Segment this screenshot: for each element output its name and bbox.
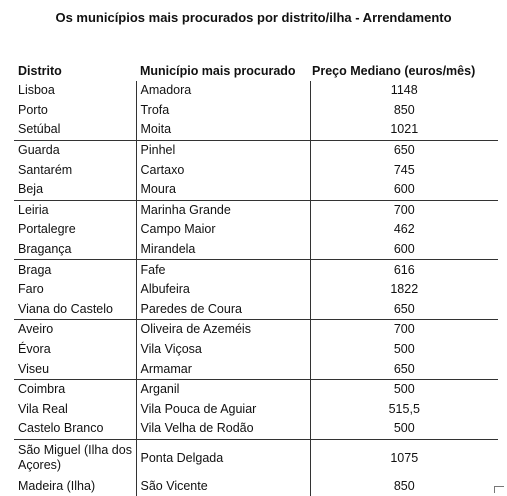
municipality-cell: Vila Viçosa xyxy=(136,340,310,360)
table-row xyxy=(14,477,498,496)
district-cell: Santarém xyxy=(14,160,136,180)
price-cell: 600 xyxy=(393,182,415,197)
district-cell: Castelo Branco xyxy=(14,419,136,439)
district-cell: Coimbra xyxy=(14,379,136,399)
municipality-cell: Pinhel xyxy=(136,140,310,160)
header-price: Preço Mediano (euros/mês) xyxy=(312,64,476,78)
resize-corner-icon xyxy=(494,486,504,493)
district-cell: Portalegre xyxy=(14,220,136,240)
table-row xyxy=(14,400,498,420)
district-cell: Bragança xyxy=(14,240,136,260)
price-cell: 650 xyxy=(310,140,498,160)
table-row xyxy=(14,320,498,340)
district-cell: Viana do Castelo xyxy=(14,300,136,320)
municipality-cell: Marinha Grande xyxy=(136,200,310,220)
district-cell: Madeira (Ilha) xyxy=(14,477,136,496)
table-row xyxy=(14,260,498,280)
table-row xyxy=(14,120,498,140)
price-cell: 850 xyxy=(393,102,415,117)
district-cell: Leiria xyxy=(14,200,136,220)
district-cell: Évora xyxy=(14,340,136,360)
district-cell: Guarda xyxy=(14,140,136,160)
table-row xyxy=(14,359,498,379)
header-district: Distrito xyxy=(18,64,62,78)
price-cell: 745 xyxy=(393,162,415,177)
price-cell: 700 xyxy=(310,320,498,340)
price-cell: 1021 xyxy=(390,122,419,137)
municipality-cell: Cartaxo xyxy=(136,160,310,180)
table-row xyxy=(14,160,498,180)
price-cell: 1822 xyxy=(390,282,419,297)
header-municipality: Município mais procurado xyxy=(140,64,296,78)
district-cell: Lisboa xyxy=(14,81,136,101)
table-title: Os municípios mais procurados por distrito/ilha - Arrendamento xyxy=(55,10,452,25)
table-row xyxy=(14,200,498,220)
municipality-cell: Ponta Delgada xyxy=(136,439,310,477)
price-cell: 616 xyxy=(310,260,498,280)
municipality-cell: Trofa xyxy=(136,101,310,121)
table-row xyxy=(14,240,498,260)
table-row xyxy=(14,280,498,300)
table-row xyxy=(14,300,498,320)
table-row xyxy=(14,180,498,200)
table-row xyxy=(14,340,498,360)
municipality-cell: Oliveira de Azeméis xyxy=(136,320,310,340)
price-cell: 500 xyxy=(393,421,415,436)
municipality-cell: Fafe xyxy=(136,260,310,280)
table-row xyxy=(14,419,498,439)
district-cell: Viseu xyxy=(14,359,136,379)
municipality-cell: Mirandela xyxy=(136,240,310,260)
municipality-cell: Armamar xyxy=(136,359,310,379)
table-row xyxy=(14,379,498,399)
price-cell: 700 xyxy=(310,200,498,220)
price-cell: 650 xyxy=(393,361,415,376)
price-cell: 650 xyxy=(393,301,415,316)
header-row xyxy=(14,61,498,81)
table-row xyxy=(14,101,498,121)
price-cell: 1075 xyxy=(310,439,498,477)
district-cell: Braga xyxy=(14,260,136,280)
municipality-cell: Paredes de Coura xyxy=(136,300,310,320)
price-cell: 500 xyxy=(310,379,498,399)
price-cell: 1148 xyxy=(390,83,418,98)
district-cell: Beja xyxy=(14,180,136,200)
district-cell: Aveiro xyxy=(14,320,136,340)
municipality-cell: Amadora xyxy=(136,81,310,101)
municipality-cell: Albufeira xyxy=(136,280,310,300)
municipality-cell: Moita xyxy=(136,120,310,140)
municipality-cell: São Vicente xyxy=(136,477,310,496)
price-cell: 500 xyxy=(393,342,415,357)
price-cell: 462 xyxy=(393,222,415,237)
table-row xyxy=(14,439,498,477)
rent-table xyxy=(14,61,498,496)
district-cell: Faro xyxy=(14,280,136,300)
price-cell: 850 xyxy=(393,478,415,493)
district-cell: São Miguel (Ilha dos Açores) xyxy=(14,439,136,477)
municipality-cell: Vila Velha de Rodão xyxy=(136,419,310,439)
municipality-cell: Vila Pouca de Aguiar xyxy=(136,400,310,420)
district-cell: Porto xyxy=(14,101,136,121)
table-row xyxy=(14,81,498,101)
municipality-cell: Moura xyxy=(136,180,310,200)
municipality-cell: Campo Maior xyxy=(136,220,310,240)
municipality-cell: Arganil xyxy=(136,379,310,399)
price-cell: 600 xyxy=(393,242,415,257)
district-cell: Setúbal xyxy=(14,120,136,140)
price-cell: 515,5 xyxy=(388,401,420,416)
table-row xyxy=(14,220,498,240)
table-row xyxy=(14,140,498,160)
district-cell: Vila Real xyxy=(14,400,136,420)
